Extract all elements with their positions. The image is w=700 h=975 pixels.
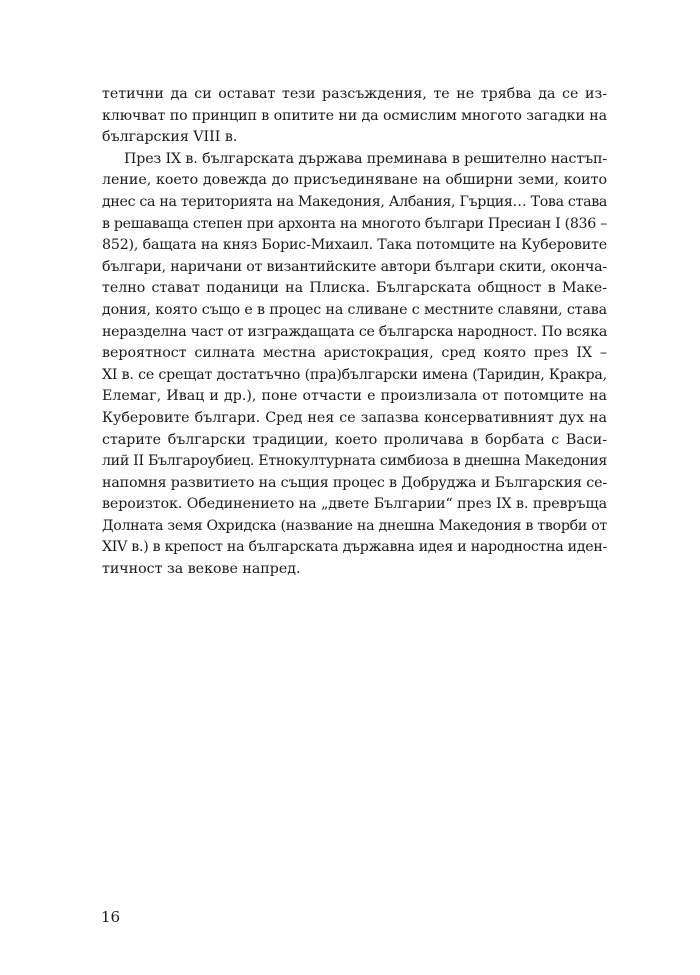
page-number: 16: [101, 908, 121, 926]
text-line: дония, която също е в процес на сливане с местните славяни, става: [102, 301, 607, 318]
text-line: ление, което довежда до присъединяване на обширни земи, които: [102, 172, 607, 189]
text-line: Долната земя Охридска (название на днешна Македония в творби от: [102, 517, 607, 534]
text-line: в решаваща степен при архонта на многото българи Пресиан I (836 –: [102, 215, 607, 232]
text-line: 852), бащата на княз Борис-Михаил. Така потомците на Куберовите: [102, 237, 607, 254]
text-line: XI в. се срещат достатъчно (пра)български имена (Таридин, Кракра,: [102, 366, 607, 383]
text-line: ключват по принцип в опитите ни да осмислим многото загадки на: [102, 107, 607, 124]
text-line: днес са на територията на Македония, Албания, Гърция… Това става: [102, 193, 607, 210]
text-line: тетични да си остават тези разсъждения, те не трябва да се из-: [102, 86, 607, 102]
text-line: Елемаг, Ивац и др.), поне отчасти е произлизала от потомците на: [102, 388, 607, 405]
text-line: вероизток. Обединението на „двете Българии“ през IX в. превръща: [102, 496, 607, 513]
text-line: телно стават поданици на Плиска. Българската общност в Маке-: [102, 280, 607, 297]
text-line: българския VIII в.: [102, 129, 238, 146]
text-line: старите български традиции, което проличава в борбата с Васи-: [102, 431, 607, 448]
text-line: неразделна част от изграждащата се българска народност. По всяка: [102, 323, 607, 340]
text-line: Куберовите българи. Сред нея се запазва консервативният дух на: [102, 409, 607, 426]
text-line: През IX в. българската държава преминава в решително настъп-: [124, 150, 607, 167]
text-line: тичност за векове напред.: [102, 561, 301, 578]
text-line: вероятност силната местна аристокрация, сред която през IX –: [102, 345, 607, 362]
text-line: лий II Българоубиец. Етнокултурната симбиоза в днешна Македония: [102, 453, 607, 470]
body-text: [102, 84, 607, 581]
text-line: българи, наричани от византийските автори българи скити, оконча-: [102, 258, 607, 275]
text-line: XIV в.) в крепост на българската държавна идея и народностна иден-: [102, 539, 607, 556]
text-line: напомня развитието на същия процес в Добруджа и Българския се-: [102, 474, 607, 491]
